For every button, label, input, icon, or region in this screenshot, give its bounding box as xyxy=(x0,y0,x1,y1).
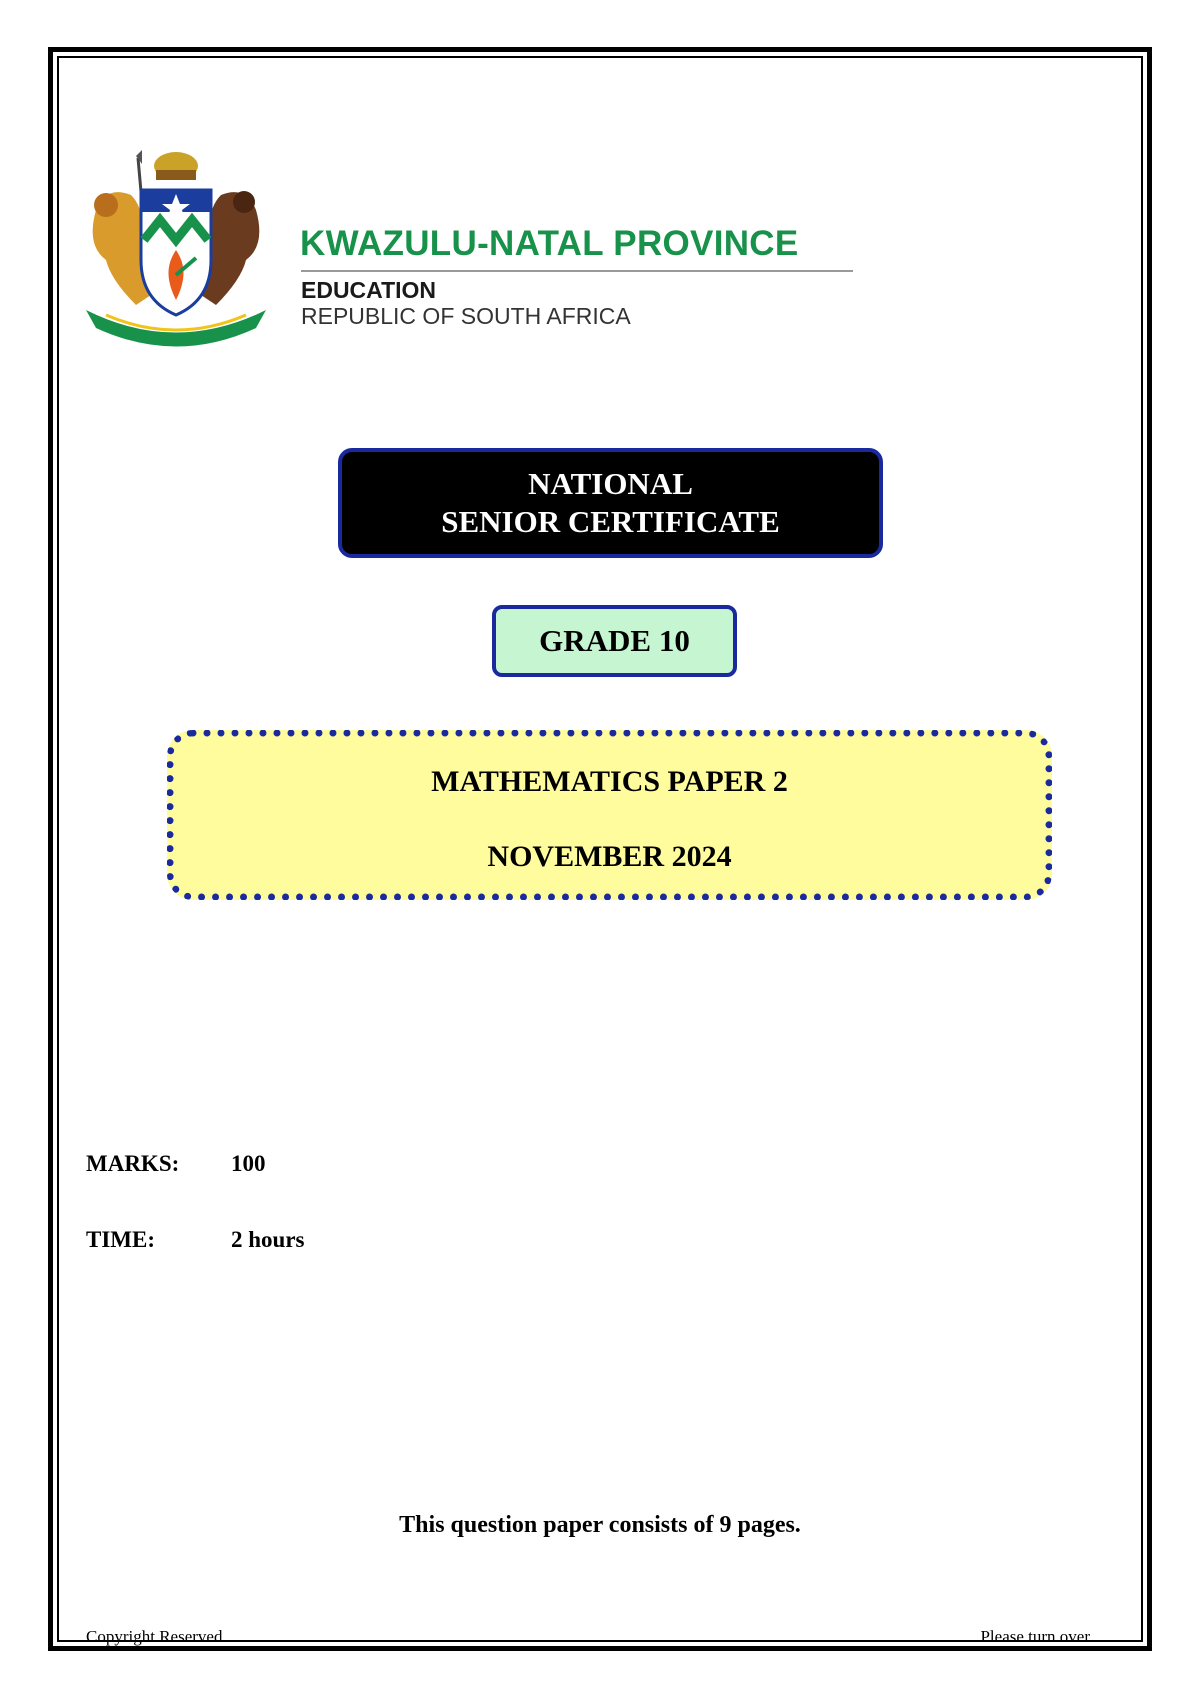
subject-title: MATHEMATICS PAPER 2 xyxy=(431,765,788,798)
time-value: 2 hours xyxy=(231,1227,305,1252)
marks-label: MARKS: xyxy=(86,1151,180,1176)
province-name: KWAZULU-NATAL PROVINCE xyxy=(300,224,799,263)
header-divider xyxy=(301,270,853,272)
grade-label: GRADE 10 xyxy=(539,623,690,658)
certificate-line-1: NATIONAL xyxy=(528,466,693,501)
department-name: EDUCATION xyxy=(301,277,437,303)
country-name: REPUBLIC OF SOUTH AFRICA xyxy=(301,303,631,329)
copyright-footer: Copyright Reserved xyxy=(86,1627,223,1646)
certificate-line-2: SENIOR CERTIFICATE xyxy=(441,504,780,539)
marks-value: 100 xyxy=(231,1151,266,1176)
certificate-banner xyxy=(338,448,883,558)
time-label: TIME: xyxy=(86,1227,155,1252)
grade-badge xyxy=(492,605,737,677)
exam-date: NOVEMBER 2024 xyxy=(487,840,732,873)
coat-of-arms-icon xyxy=(76,150,276,350)
turn-over-footer: Please turn over xyxy=(980,1627,1090,1646)
page-count-note: This question paper consists of 9 pages. xyxy=(399,1512,801,1538)
subject-panel xyxy=(167,730,1052,900)
